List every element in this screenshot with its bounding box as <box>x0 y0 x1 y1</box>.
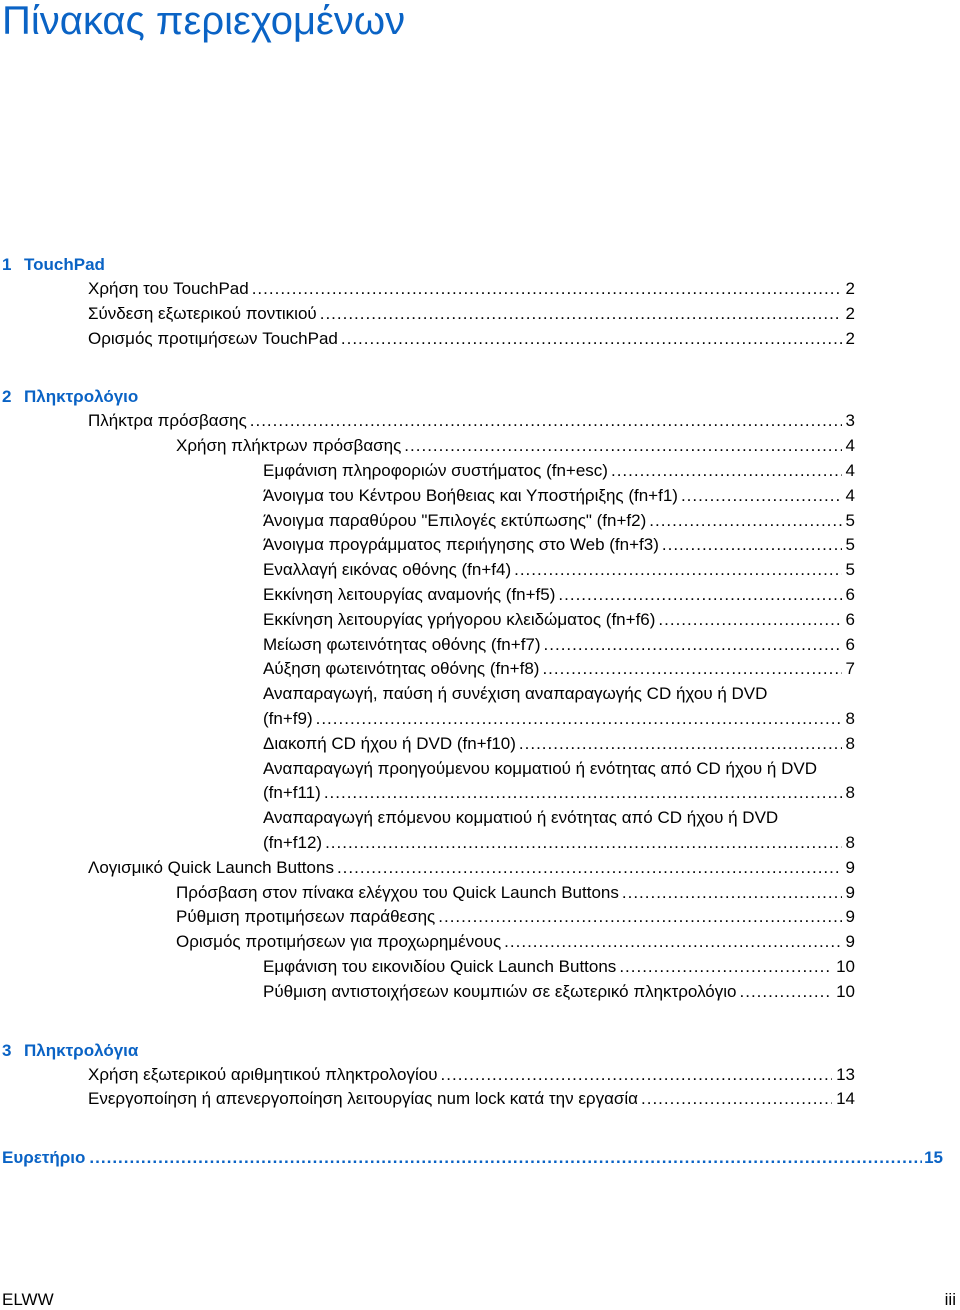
page-number: 3 <box>845 411 855 431</box>
chapter-title: Πληκτρολόγιο <box>24 387 139 407</box>
page-number: 10 <box>836 956 855 976</box>
toc-entry-line1[interactable]: Αναπαραγωγή προηγούμενου κομματιού ή ενότητας από CD ήχου ή DVD <box>263 758 818 778</box>
toc-entry[interactable]: Άνοιγμα παραθύρου "Επιλογές εκτύπωσης" (fn+f2) ..... 5 <box>0 509 855 534</box>
page-number: 2 <box>845 328 855 348</box>
chapter-heading[interactable] <box>0 1038 960 1063</box>
toc-entry[interactable]: Χρήση του TouchPad ..... 2 <box>0 277 855 302</box>
toc-entry[interactable]: Εναλλαγή εικόνας οθόνης (fn+f4) ..... 5 <box>0 558 855 583</box>
page-number: 15 <box>924 1148 943 1168</box>
page-number: 8 <box>845 832 855 852</box>
toc-entry[interactable]: (fn+f12) ..... 8 <box>0 831 855 856</box>
page-number: 9 <box>845 932 855 952</box>
page-number: 5 <box>845 510 855 530</box>
chapter-number: 3 <box>2 1040 12 1060</box>
toc-entry[interactable]: Άνοιγμα του Κέντρου Βοήθειας και Υποστήριξης (fn+f1) ..... 4 <box>0 484 855 509</box>
page-number: 14 <box>836 1089 855 1109</box>
toc-entry[interactable]: Σύνδεση εξωτερικού ποντικιού ..... 2 <box>0 302 855 327</box>
index-entry[interactable] <box>0 1145 943 1170</box>
toc-entry[interactable]: Πρόσβαση στον πίνακα ελέγχου του Quick Launch Buttons ..... 9 <box>0 881 855 906</box>
page-number: 4 <box>845 485 855 505</box>
index-label: Ευρετήριο <box>2 1148 86 1168</box>
toc-entry[interactable]: Αύξηση φωτεινότητας οθόνης (fn+f8) ..... 7 <box>0 657 855 682</box>
toc-entry[interactable]: Άνοιγμα προγράμματος περιήγησης στο Web (fn+f3) ..... 5 <box>0 533 855 558</box>
toc-entry[interactable]: Χρήση πλήκτρων πρόσβασης ..... 4 <box>0 434 855 459</box>
page-number: 7 <box>845 659 855 679</box>
page-number: 13 <box>836 1064 855 1084</box>
toc-entry[interactable]: Λογισμικό Quick Launch Buttons ..... 9 <box>0 856 855 881</box>
chapter-title: Πληκτρολόγια <box>24 1040 139 1060</box>
page-number: 9 <box>845 907 855 927</box>
toc-entry[interactable]: Ορισμός προτιμήσεων TouchPad ..... 2 <box>0 327 855 352</box>
table-of-contents <box>0 252 960 1170</box>
page-number: 9 <box>845 882 855 902</box>
toc-entry[interactable]: Εκκίνηση λειτουργίας αναμονής (fn+f5) ..... 6 <box>0 583 855 608</box>
page-number: 2 <box>845 279 855 298</box>
toc-entry-line1[interactable]: Αναπαραγωγή επόμενου κομματιού ή ενότητας από CD ήχου ή DVD <box>263 808 779 828</box>
page-number: 5 <box>845 560 855 580</box>
toc-entry[interactable]: Ρύθμιση αντιστοιχήσεων κουμπιών σε εξωτερικό πληκτρολόγιο ..... 10 <box>0 980 855 1005</box>
chapter-title: TouchPad <box>24 255 105 274</box>
page-number: 6 <box>845 609 855 629</box>
page-number: 10 <box>836 981 855 1001</box>
toc-entry[interactable]: Μείωση φωτεινότητας οθόνης (fn+f7) ..... 6 <box>0 633 855 658</box>
page-title: Πίνακας περιεχομένων <box>2 0 406 43</box>
chapter-heading[interactable] <box>0 252 960 277</box>
chapter-number: 2 <box>2 387 12 407</box>
page-number: 4 <box>845 436 855 456</box>
toc-entry[interactable]: Ρύθμιση προτιμήσεων παράθεσης ..... 9 <box>0 905 855 930</box>
page-number: 9 <box>845 857 855 877</box>
toc-entry-line1[interactable]: Αναπαραγωγή, παύση ή συνέχιση αναπαραγωγής CD ήχου ή DVD <box>263 684 768 704</box>
page-number: 8 <box>845 783 855 803</box>
toc-entry[interactable]: Εκκίνηση λειτουργίας γρήγορου κλειδώματος (fn+f6) ..... 6 <box>0 608 855 633</box>
chapter-heading[interactable] <box>0 384 960 409</box>
page-number: 8 <box>845 708 855 728</box>
toc-entry[interactable]: Ενεργοποίηση ή απενεργοποίηση λειτουργίας num lock κατά την εργασία ..... 14 <box>0 1087 855 1112</box>
toc-entry[interactable]: Πλήκτρα πρόσβασης ..... 3 <box>0 409 855 434</box>
footer-page-number: iii <box>944 1290 956 1309</box>
toc-entry[interactable]: (fn+f11) ..... 8 <box>0 781 855 806</box>
page-number: 6 <box>845 634 855 654</box>
page-number: 6 <box>845 584 855 604</box>
toc-entry[interactable]: Ορισμός προτιμήσεων για προχωρημένους ..... 9 <box>0 930 855 955</box>
toc-entry[interactable]: Εμφάνιση του εικονιδίου Quick Launch Buttons ..... 10 <box>0 955 855 980</box>
toc-entry[interactable]: Διακοπή CD ήχου ή DVD (fn+f10) ..... 8 <box>0 732 855 757</box>
footer-doc-code: ELWW <box>2 1290 54 1309</box>
toc-entry[interactable]: Εμφάνιση πληροφοριών συστήματος (fn+esc) ..... 4 <box>0 459 855 484</box>
toc-entry[interactable]: Χρήση εξωτερικού αριθμητικού πληκτρολογίου ..... 13 <box>0 1063 855 1088</box>
toc-entry[interactable]: (fn+f9) ..... 8 <box>0 707 855 732</box>
page-number: 8 <box>845 733 855 753</box>
page-number: 5 <box>845 535 855 555</box>
chapter-number: 1 <box>2 255 12 274</box>
page-number: 4 <box>845 460 855 480</box>
page-number: 2 <box>845 303 855 323</box>
